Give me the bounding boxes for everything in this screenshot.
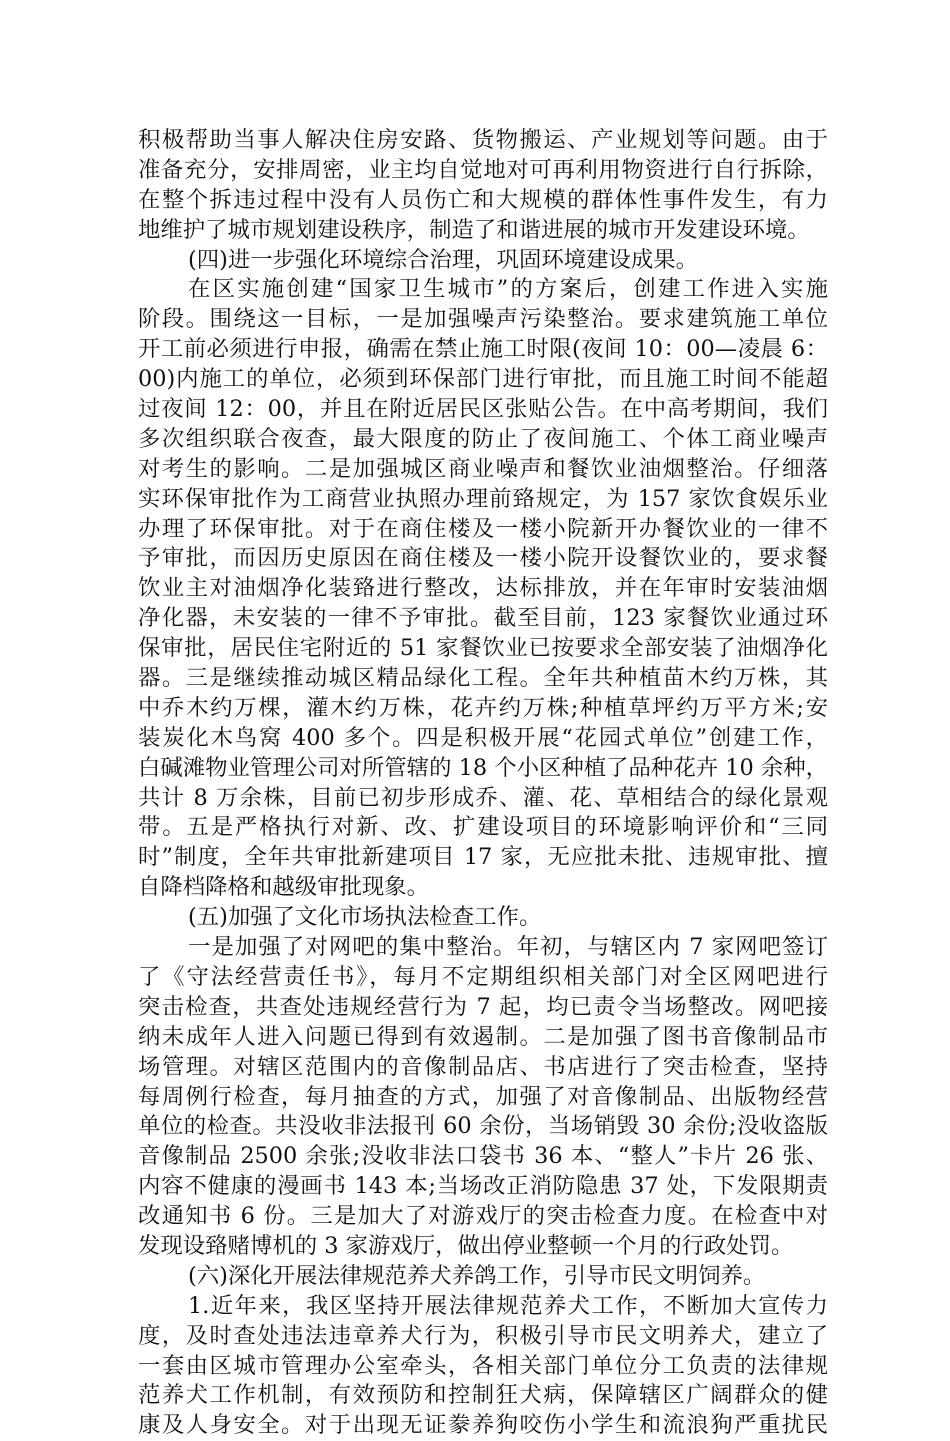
text-line: 一是加强了对网吧的集中整治。年初，与辖区内 7 家网吧签订: [188, 934, 828, 961]
text-line: 内容不健康的漫画书 143 本;当场改正消防隐患 37 处，下发限期责: [138, 1173, 828, 1200]
text-line: (四)进一步强化环境综合治理，巩固环境建设成果。: [188, 246, 699, 273]
text-line: 发现设臵赌博机的 3 家游戏厅，做出停业整顿一个月的行政处罚。: [138, 1232, 794, 1259]
text-line: 净化器，未安装的一律不予审批。截至目前，123 家餐饮业通过环: [138, 605, 828, 632]
text-line: 改通知书 6 份。三是加大了对游戏厅的突击检查力度。在检查中对: [138, 1203, 828, 1230]
text-line: 办理了环保审批。对于在商住楼及一楼小院新开办餐饮业的一律不: [138, 515, 828, 542]
text-line: 积极帮助当事人解决住房安路、货物搬运、产业规划等问题。由于: [138, 127, 828, 153]
text-line: 准备充分，安排周密，业主均自觉地对可再利用物资进行自行拆除，: [138, 156, 828, 183]
text-line: 中乔木约万棵，灌木约万株，花卉约万株;种植草坪约万平方米;安: [138, 694, 828, 721]
text-line: 时”制度，全年共审批新建项目 17 家，无应批未批、违规审批、擅: [138, 844, 828, 871]
text-line: 多次组织联合夜查，最大限度的防止了夜间施工、个体工商业噪声: [138, 425, 828, 452]
text-line: (六)深化开展法律规范养犬养鸽工作，引导市民文明饲养。: [188, 1262, 766, 1289]
text-line: 音像制品 2500 余张;没收非法口袋书 36 本、“整人”卡片 26 张、: [138, 1143, 828, 1170]
text-line: 1.近年来，我区坚持开展法律规范养犬工作，不断加大宣传力: [188, 1292, 828, 1319]
text-line: 共计 8 万余株，目前已初步形成乔、灌、花、草相结合的绿化景观: [138, 784, 828, 811]
text-line: 实环保审批作为工商营业执照办理前臵规定，为 157 家饮食娱乐业: [138, 485, 828, 512]
text-line: 开工前必须进行申报，确需在禁止施工时限(夜间 10：00—凌晨 6：: [138, 336, 828, 363]
text-line: 予审批，而因历史原因在商住楼及一楼小院开设餐饮业的，要求餐: [138, 545, 828, 572]
document-body: [138, 126, 828, 1441]
text-line: 康及人身安全。对于出现无证豢养狗咬伤小学生和流浪狗严重扰民: [138, 1412, 828, 1439]
text-line: 单位的检查。共没收非法报刊 60 余份，当场销毁 30 余份;没收盗版: [138, 1113, 828, 1140]
text-line: 对考生的影响。二是加强城区商业噪声和餐饮业油烟整治。仔细落: [138, 455, 828, 482]
text-line: 阶段。围绕这一目标，一是加强噪声污染整治。要求建筑施工单位: [138, 306, 828, 333]
text-line: 度，及时查处违法违章养犬行为，积极引导市民文明养犬，建立了: [138, 1322, 828, 1349]
text-line: 带。五是严格执行对新、改、扩建设项目的环境影响评价和“三同: [138, 814, 828, 841]
text-line: (五)加强了文化市场执法检查工作。: [188, 904, 542, 931]
text-line: 每周例行检查，每月抽查的方式，加强了对音像制品、出版物经营: [138, 1083, 828, 1110]
text-line: 突击检查，共查处违规经营行为 7 起，均已责令当场整改。网吧接: [138, 993, 828, 1020]
text-line: 范养犬工作机制，有效预防和控制狂犬病，保障辖区广阔群众的健: [138, 1382, 828, 1409]
text-line: 饮业主对油烟净化装臵进行整改，达标排放，并在年审时安装油烟: [138, 575, 828, 602]
text-line: 自降档降格和越级审批现象。: [138, 874, 430, 901]
text-line: 00)内施工的单位，必须到环保部门进行审批，而且施工时间不能超: [138, 366, 828, 393]
text-line: 过夜间 12：00，并且在附近居民区张贴公告。在中高考期间，我们: [138, 396, 828, 423]
text-line: 一套由区城市管理办公室牵头，各相关部门单位分工负责的法律规: [138, 1352, 828, 1379]
text-line: 了《守法经营责任书》，每月不定期组织相关部门对全区网吧进行: [138, 963, 828, 990]
text-line: 装炭化木鸟窝 400 多个。四是积极开展“花园式单位”创建工作，: [138, 724, 828, 751]
text-line: 在区实施创建“国家卫生城市”的方案后，创建工作进入实施: [188, 276, 828, 303]
text-line: 地维护了城市规划建设秩序，制造了和谐进展的城市开发建设环境。: [138, 216, 810, 243]
text-line: 白碱滩物业管理公司对所管辖的 18 个小区种植了品种花卉 10 余种，: [138, 754, 828, 781]
text-line: 器。三是继续推动城区精品绿化工程。全年共种植苗木约万株，其: [138, 665, 828, 692]
text-line: 在整个拆违过程中没有人员伤亡和大规模的群体性事件发生，有力: [138, 186, 828, 213]
text-line: 保审批，居民住宅附近的 51 家餐饮业已按要求全部安装了油烟净化: [138, 635, 828, 662]
text-line: 场管理。对辖区范围内的音像制品店、书店进行了突击检查，坚持: [138, 1053, 828, 1080]
text-line: 纳未成年人进入问题已得到有效遏制。二是加强了图书音像制品市: [138, 1023, 828, 1050]
